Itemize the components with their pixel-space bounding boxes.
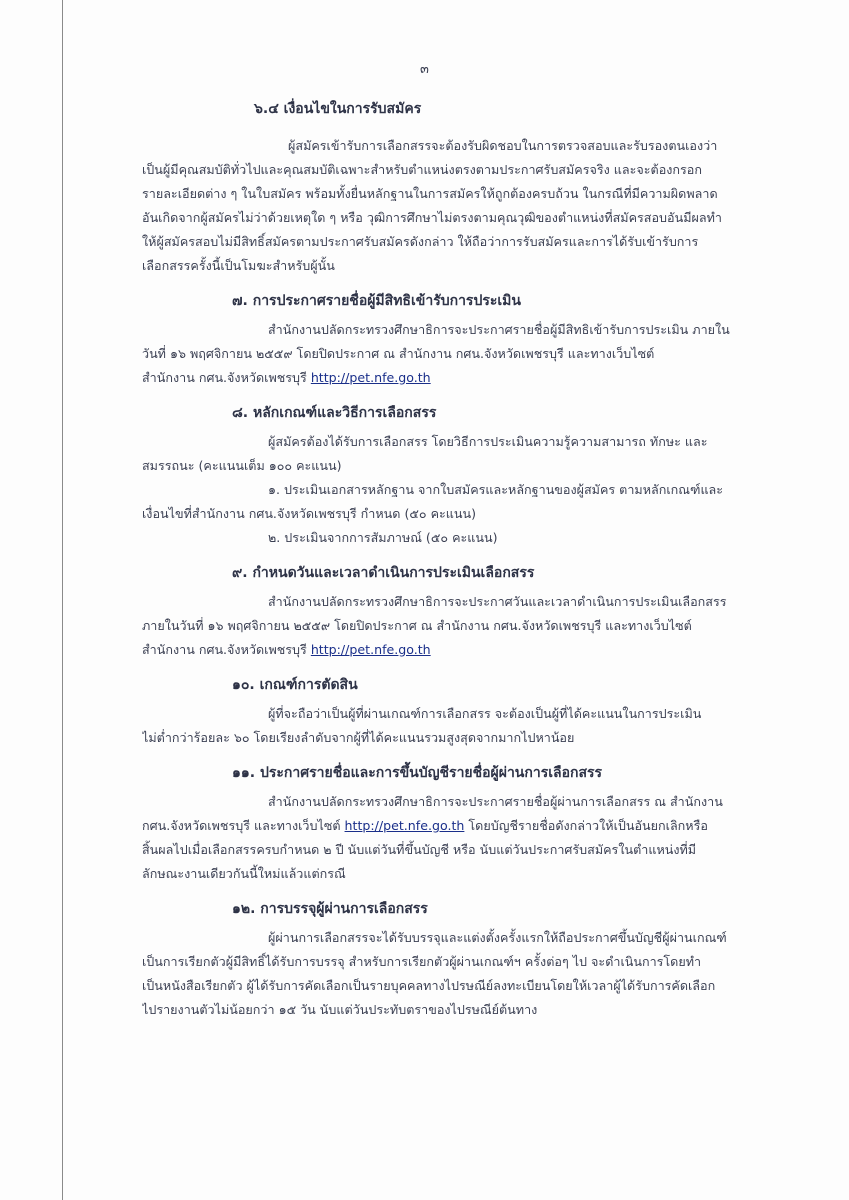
paragraph-line: เป็นหนังสือเรียกตัว ผู้ได้รับการคัดเลือกเป็นรายบุคคลทางไปรษณีย์ลงทะเบียนโดยให้เวลาผู้ได้รับการคัดเลือก	[142, 978, 716, 993]
paragraph-line: สิ้นผลไปเมื่อเลือกสรรครบกำหนด ๒ ปี นับแต่วันที่ขึ้นบัญชี หรือ นับแต่วันประกาศรับสมัครในตำแหน่งที่มี	[142, 842, 697, 857]
line-text: สำนักงาน กศน.จังหวัดเพชรบุรี	[142, 370, 311, 385]
binding-edge-line	[62, 0, 63, 1200]
website-link[interactable]: http://pet.nfe.go.th	[310, 642, 431, 657]
website-link[interactable]: http://pet.nfe.go.th	[310, 370, 431, 385]
line-text: โดยบัญชีรายชื่อดังกล่าวให้เป็นอันยกเลิกหรือ	[464, 818, 708, 833]
paragraph-line: ให้ผู้สมัครสอบไม่มีสิทธิ์สมัครตามประกาศรับสมัครดังกล่าว ให้ถือว่าการรับสมัครและการได้รับเข้ารับการ	[142, 234, 699, 249]
paragraph-line: เงื่อนไขที่สำนักงาน กศน.จังหวัดเพชรบุรี กำหนด (๕๐ คะแนน)	[142, 506, 477, 521]
paragraph-line: เป็นการเรียกตัวผู้มีสิทธิ์ได้รับการบรรจุ สำหรับการเรียกตัวผู้ผ่านเกณฑ์ฯ ครั้งต่อๆ ไป จะดำเนินการโดยทำ	[142, 954, 702, 969]
paragraph-line: ลักษณะงานเดียวกันนี้ใหม่แล้วแต่กรณี	[142, 866, 346, 881]
paragraph-line: สำนักงานปลัดกระทรวงศึกษาธิการจะประกาศรายชื่อผู้ผ่านการเลือกสรร ณ สำนักงาน	[268, 794, 723, 809]
section-title-11: ๑๑. ประกาศรายชื่อและการขึ้นบัญชีรายชื่อผู้ผ่านการเลือกสรร	[232, 765, 603, 781]
section-title-6-4: ๖.๔ เงื่อนไขในการรับสมัคร	[254, 101, 422, 117]
paragraph-line: ผู้สมัครต้องได้รับการเลือกสรร โดยวิธีการประเมินความรู้ความสามารถ ทักษะ และ	[268, 434, 708, 449]
paragraph-line	[142, 638, 754, 662]
section-title-8: ๘. หลักเกณฑ์และวิธีการเลือกสรร	[232, 405, 437, 421]
paragraph-line	[142, 366, 754, 390]
paragraph-line: ๒. ประเมินจากการสัมภาษณ์ (๕๐ คะแนน)	[268, 530, 498, 545]
line-text: สำนักงาน กศน.จังหวัดเพชรบุรี	[142, 642, 311, 657]
paragraph-line: รายละเอียดต่าง ๆ ในใบสมัคร พร้อมทั้งยื่นหลักฐานในการสมัครให้ถูกต้องครบถ้วน ในกรณีที่มีความผิดพลาด	[142, 186, 718, 201]
section-title-10: ๑๐. เกณฑ์การตัดสิน	[232, 677, 358, 693]
paragraph-line: ไปรายงานตัวไม่น้อยกว่า ๑๕ วัน นับแต่วันประทับตราของไปรษณีย์ต้นทาง	[142, 1002, 538, 1017]
paragraph-line	[142, 814, 754, 838]
document-body	[142, 96, 754, 1022]
page-number: ๓	[420, 62, 429, 77]
paragraph-line: ไม่ต่ำกว่าร้อยละ ๖๐ โดยเรียงลำดับจากผู้ที่ได้คะแนนรวมสูงสุดจากมากไปหาน้อย	[142, 730, 575, 745]
website-link[interactable]: http://pet.nfe.go.th	[344, 818, 465, 833]
paragraph-line: สำนักงานปลัดกระทรวงศึกษาธิการจะประกาศวันและเวลาดำเนินการประเมินเลือกสรร	[268, 594, 727, 609]
paragraph-line: ภายในวันที่ ๑๖ พฤศจิกายน ๒๕๕๙ โดยปิดประกาศ ณ สำนักงาน กศน.จังหวัดเพชรบุรี และทางเว็บไซต์	[142, 618, 692, 633]
section-title-12: ๑๒. การบรรจุผู้ผ่านการเลือกสรร	[232, 901, 428, 917]
paragraph-line: อันเกิดจากผู้สมัครไม่ว่าด้วยเหตุใด ๆ หรือ วุฒิการศึกษาไม่ตรงตามคุณวุฒิของตำแหน่งที่สมัครสอบอันมีผลทำ	[142, 210, 722, 225]
paragraph-line: เป็นผู้มีคุณสมบัติทั่วไปและคุณสมบัติเฉพาะสำหรับตำแหน่งตรงตามประกาศรับสมัครจริง และจะต้องกรอก	[142, 162, 702, 177]
line-text: กศน.จังหวัดเพชรบุรี และทางเว็บไซต์	[142, 818, 345, 833]
paragraph-line: สำนักงานปลัดกระทรวงศึกษาธิการจะประกาศรายชื่อผู้มีสิทธิเข้ารับการประเมิน ภายใน	[268, 322, 730, 337]
paragraph-line: วันที่ ๑๖ พฤศจิกายน ๒๕๕๙ โดยปิดประกาศ ณ สำนักงาน กศน.จังหวัดเพชรบุรี และทางเว็บไซต์	[142, 346, 655, 361]
paragraph-line: ผู้สมัครเข้ารับการเลือกสรรจะต้องรับผิดชอบในการตรวจสอบและรับรองตนเองว่า	[288, 138, 718, 153]
paragraph-line: เลือกสรรครั้งนี้เป็นโมฆะสำหรับผู้นั้น	[142, 258, 335, 273]
paragraph-line: ผู้ผ่านการเลือกสรรจะได้รับบรรจุและแต่งตั้งครั้งแรกให้ถือประกาศขึ้นบัญชีผู้ผ่านเกณฑ์	[268, 930, 727, 945]
paragraph-line: ๑. ประเมินเอกสารหลักฐาน จากใบสมัครและหลักฐานของผู้สมัคร ตามหลักเกณฑ์และ	[268, 482, 724, 497]
section-title-9: ๙. กำหนดวันและเวลาดำเนินการประเมินเลือกสรร	[232, 565, 535, 581]
paragraph-line: ผู้ที่จะถือว่าเป็นผู้ที่ผ่านเกณฑ์การเลือกสรร จะต้องเป็นผู้ที่ได้คะแนนในการประเมิน	[268, 706, 702, 721]
section-title-7: ๗. การประกาศรายชื่อผู้มีสิทธิเข้ารับการประเมิน	[232, 293, 521, 309]
paragraph-line: สมรรถนะ (คะแนนเต็ม ๑๐๐ คะแนน)	[142, 458, 342, 473]
